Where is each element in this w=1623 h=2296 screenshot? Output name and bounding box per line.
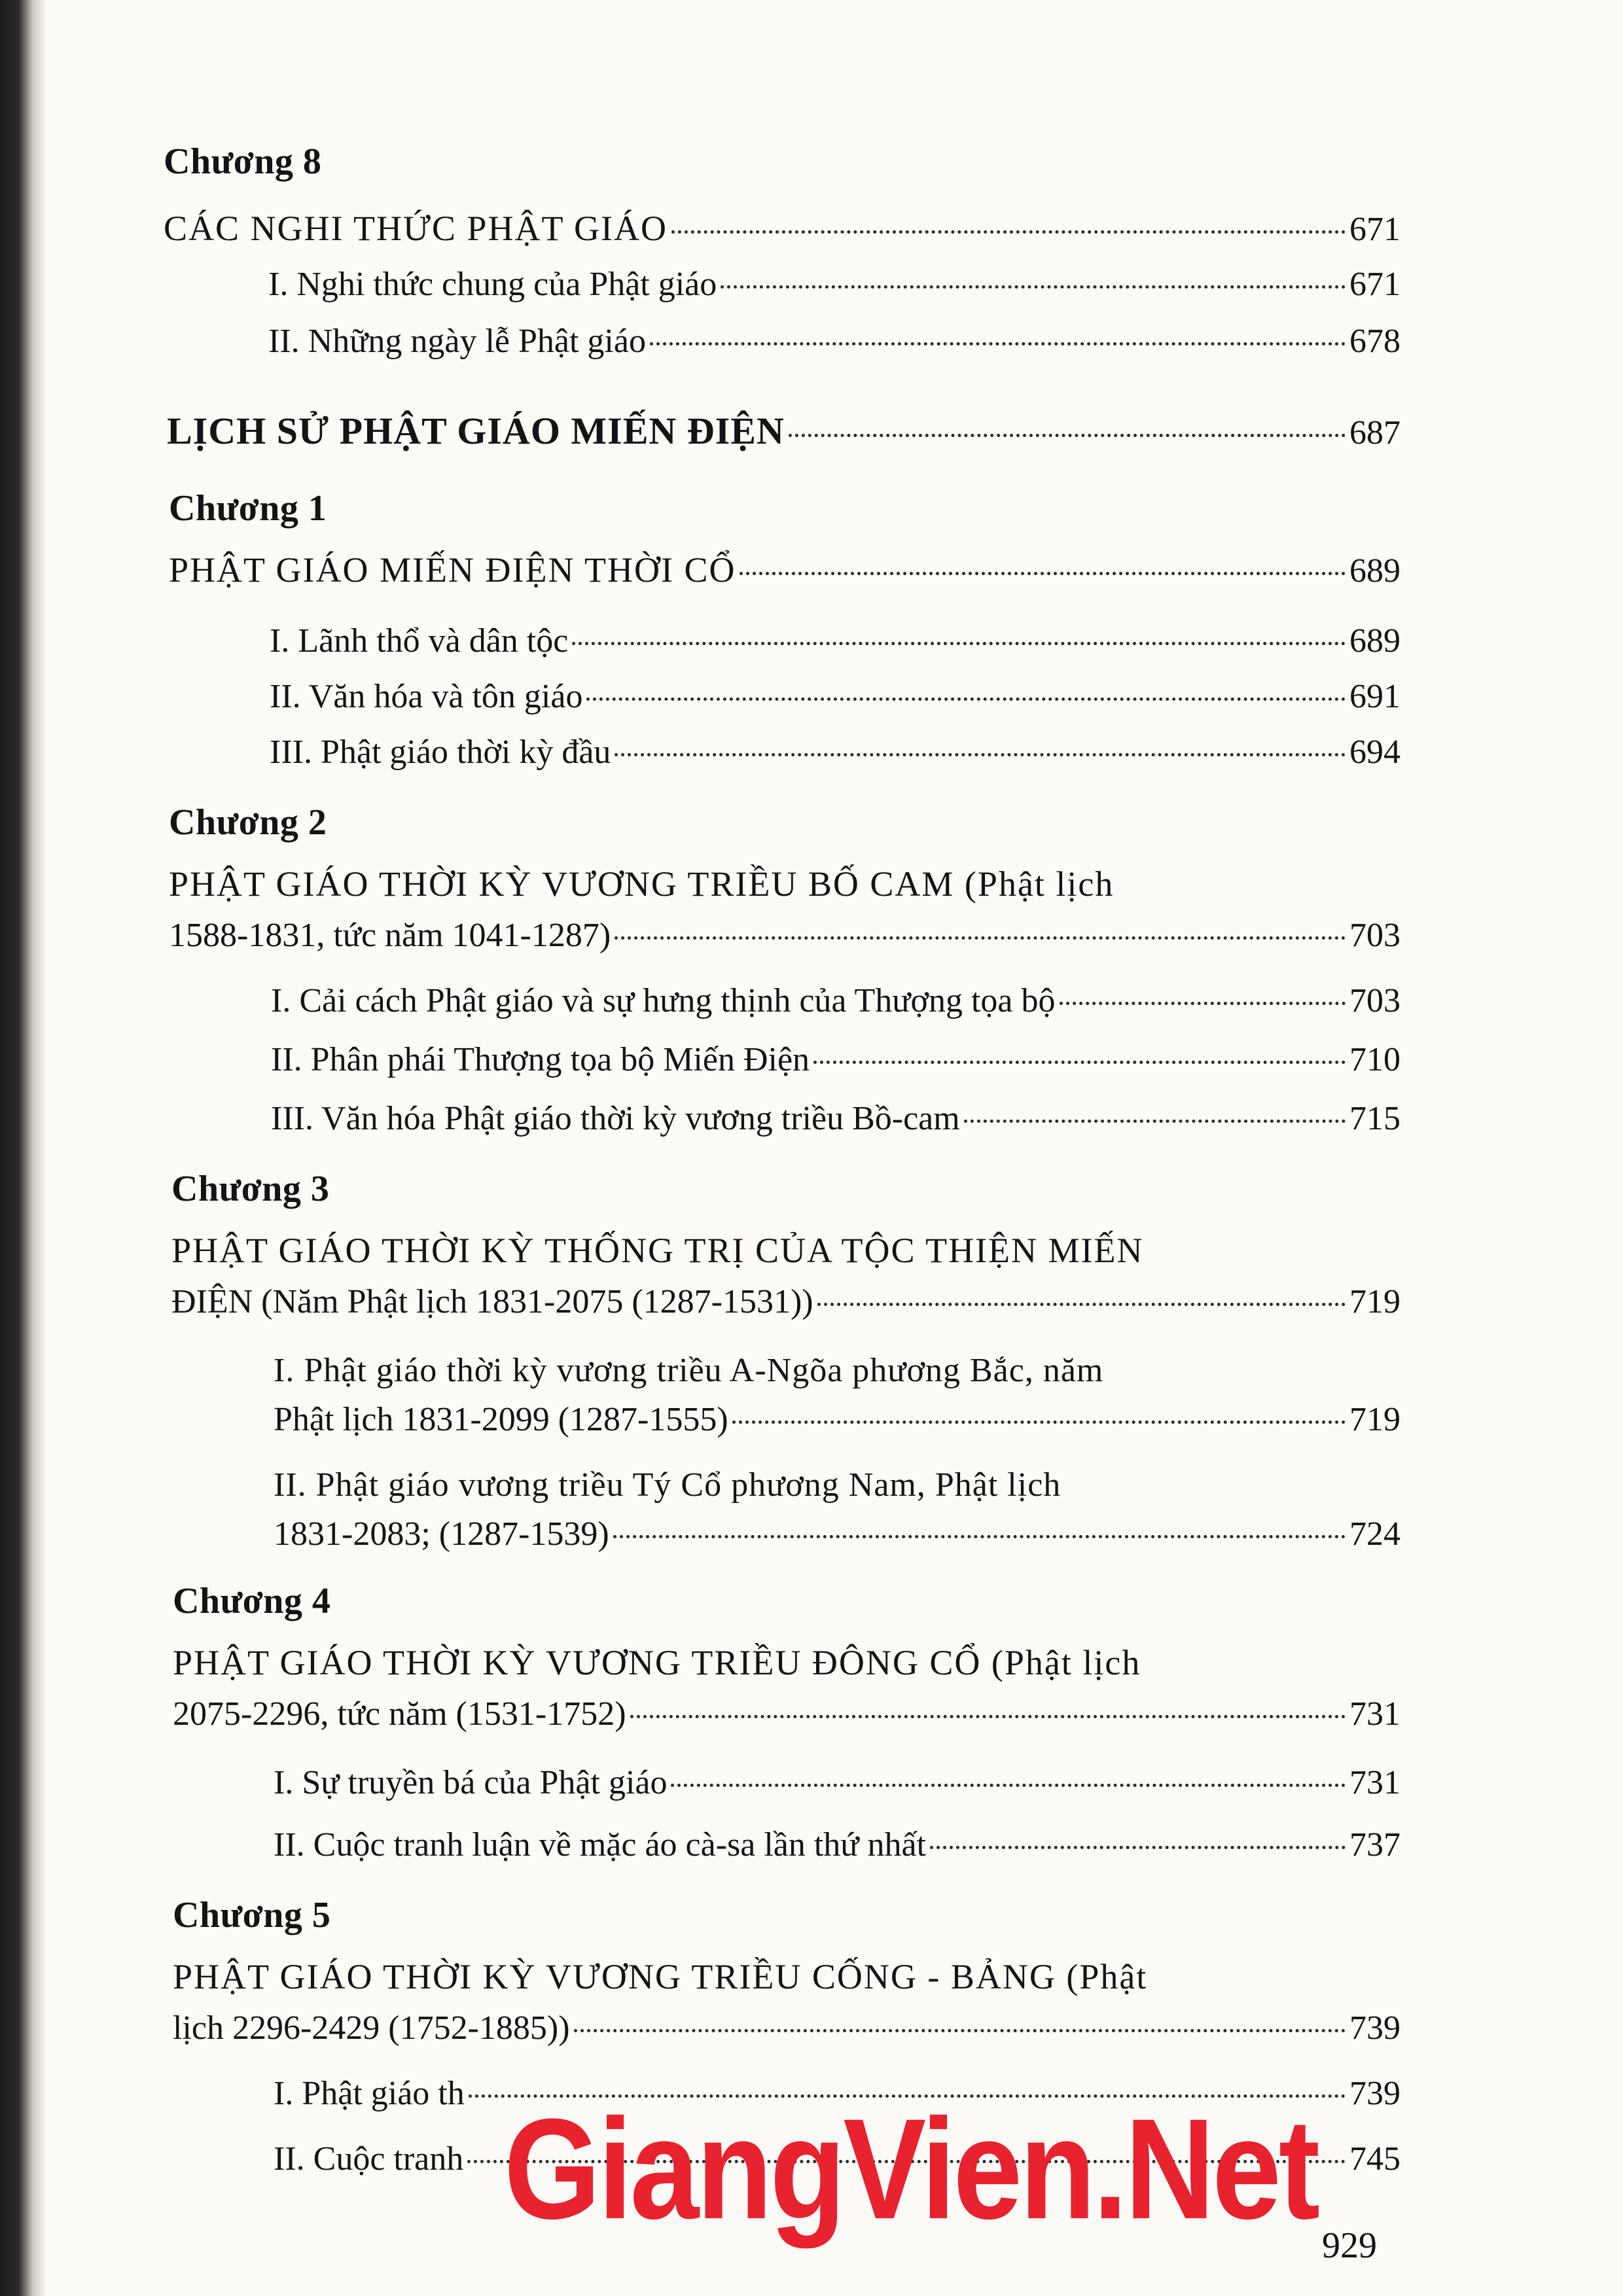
toc-entry xyxy=(270,733,1400,771)
dot-leader xyxy=(671,1784,1346,1787)
part-title: LỊCH SỬ PHẬT GIÁO MIẾN ĐIỆN xyxy=(167,410,785,452)
chapter-5-label: Chương 5 xyxy=(173,1895,331,1935)
entry-page: 689 xyxy=(1349,622,1400,660)
chapter-2-title-line1: PHẬT GIÁO THỜI KỲ VƯƠNG TRIỀU BỐ CAM (Phật lịch xyxy=(169,864,1115,904)
dot-leader xyxy=(817,1303,1346,1306)
entry-page: 739 xyxy=(1349,2075,1400,2112)
entry-page: 737 xyxy=(1349,1826,1400,1863)
toc-entry xyxy=(268,322,1400,361)
toc-entry-line1: I. Phật giáo thời kỳ vương triều A-Ngõa phương Bắc, năm xyxy=(274,1352,1104,1389)
dot-leader xyxy=(721,285,1346,289)
dot-leader xyxy=(630,1715,1346,1718)
chapter-4-title-entry xyxy=(173,1695,1400,1733)
toc-entry xyxy=(274,1763,1400,1802)
entry-text: II. Cuộc tranh luận về mặc áo cà-sa lần thứ nhất xyxy=(274,1826,927,1863)
entry-text: III. Văn hóa Phật giáo thời kỳ vương triều Bồ-cam xyxy=(271,1100,960,1137)
toc-entry-line1: II. Phật giáo vương triều Tý Cổ phương Nam, Phật lịch xyxy=(274,1466,1061,1504)
dot-leader xyxy=(586,698,1346,701)
entry-page: 703 xyxy=(1349,982,1400,1019)
dot-leader xyxy=(671,230,1346,234)
entry-text: 1831-2083; (1287-1539) xyxy=(274,1515,609,1553)
entry-page: 731 xyxy=(1349,1764,1400,1801)
toc-entry xyxy=(270,677,1400,716)
dot-leader xyxy=(732,1421,1346,1424)
chapter-8-label: Chương 8 xyxy=(164,141,322,182)
entry-page: 745 xyxy=(1349,2140,1400,2178)
toc-entry xyxy=(270,622,1400,660)
entry-text: I. Lãnh thổ và dân tộc xyxy=(270,622,569,660)
entry-page: 691 xyxy=(1349,678,1400,715)
chapter-5-page: 739 xyxy=(1349,2009,1400,2047)
chapter-4-title-line1: PHẬT GIÁO THỜI KỲ VƯƠNG TRIỀU ĐÔNG CỔ (Phật lịch xyxy=(173,1643,1141,1682)
entry-text: I. Nghi thức chung của Phật giáo xyxy=(268,266,717,303)
chapter-3-title-line2: ĐIỆN (Năm Phật lịch 1831-2075 (1287-1531)) xyxy=(171,1283,813,1320)
chapter-3-title-line1: PHẬT GIÁO THỜI KỲ THỐNG TRỊ CỦA TỘC THIỆN MIẾN xyxy=(171,1231,1144,1270)
part-page: 687 xyxy=(1349,414,1400,451)
part-title-entry xyxy=(167,409,1400,453)
chapter-3-label: Chương 3 xyxy=(171,1169,330,1209)
entry-text: III. Phật giáo thời kỳ đầu xyxy=(270,733,611,771)
toc-entry xyxy=(271,1040,1400,1079)
entry-text: I. Sự truyền bá của Phật giáo xyxy=(274,1764,668,1801)
entry-text: I. Phật giáo th xyxy=(274,2075,465,2112)
chapter-8-title-entry xyxy=(164,208,1400,249)
dot-leader xyxy=(964,1120,1346,1123)
entry-text: II. Phân phái Thượng tọa bộ Miến Điện xyxy=(271,1041,810,1078)
toc-entry xyxy=(274,1400,1400,1439)
chapter-2-title-line2: 1588-1831, tức năm 1041-1287) xyxy=(169,917,611,954)
dot-leader xyxy=(572,642,1346,645)
entry-page: 710 xyxy=(1349,1041,1400,1078)
chapter-3-page: 719 xyxy=(1349,1283,1400,1320)
dot-leader xyxy=(613,1535,1346,1538)
dot-leader xyxy=(1060,1002,1346,1005)
dot-leader xyxy=(615,753,1346,756)
toc-entry xyxy=(271,981,1400,1020)
dot-leader xyxy=(574,2029,1346,2032)
dot-leader xyxy=(615,936,1346,940)
entry-page: 694 xyxy=(1349,733,1400,771)
chapter-4-label: Chương 4 xyxy=(173,1581,331,1621)
chapter-5-title-entry xyxy=(173,2009,1400,2047)
toc-entry xyxy=(274,1515,1400,1553)
chapter-1-title: PHẬT GIÁO MIẾN ĐIỆN THỜI CỔ xyxy=(169,550,736,590)
watermark: GiangVien.Net xyxy=(504,2089,1318,2250)
chapter-8-page: 671 xyxy=(1349,211,1400,248)
dot-leader xyxy=(813,1061,1346,1064)
page-number: 929 xyxy=(1322,2225,1377,2266)
chapter-5-title-line1: PHẬT GIÁO THỜI KỲ VƯƠNG TRIỀU CỐNG - BẢNG (Phật xyxy=(173,1957,1148,1996)
entry-page: 715 xyxy=(1349,1100,1400,1137)
entry-text: II. Những ngày lễ Phật giáo xyxy=(268,323,646,360)
chapter-1-title-entry xyxy=(169,550,1400,590)
chapter-8-title: CÁC NGHI THỨC PHẬT GIÁO xyxy=(164,209,668,248)
chapter-2-title-entry xyxy=(169,916,1400,955)
toc-entry xyxy=(271,1099,1400,1138)
chapter-1-label: Chương 1 xyxy=(169,488,327,529)
entry-text: Phật lịch 1831-2099 (1287-1555) xyxy=(274,1401,728,1438)
entry-page: 724 xyxy=(1349,1515,1400,1553)
toc-entry xyxy=(268,265,1400,304)
dot-leader xyxy=(740,572,1346,575)
chapter-4-page: 731 xyxy=(1349,1695,1400,1733)
chapter-1-page: 689 xyxy=(1349,552,1400,590)
chapter-5-title-line2: lịch 2296-2429 (1752-1885)) xyxy=(173,2009,570,2047)
entry-text: I. Cải cách Phật giáo và sự hưng thịnh của Thượng tọa bộ xyxy=(271,982,1056,1019)
chapter-2-label: Chương 2 xyxy=(169,802,327,843)
entry-text: II. Cuộc tranh xyxy=(274,2140,464,2178)
entry-page: 678 xyxy=(1349,323,1400,360)
dot-leader xyxy=(930,1846,1346,1849)
dot-leader xyxy=(789,434,1346,437)
toc-entry xyxy=(274,1826,1400,1864)
chapter-3-title-entry xyxy=(171,1282,1400,1321)
chapter-2-page: 703 xyxy=(1349,917,1400,954)
chapter-4-title-line2: 2075-2296, tức năm (1531-1752) xyxy=(173,1695,626,1733)
entry-text: II. Văn hóa và tôn giáo xyxy=(270,678,583,715)
entry-page: 671 xyxy=(1349,266,1400,303)
dot-leader xyxy=(650,342,1346,345)
entry-page: 719 xyxy=(1349,1401,1400,1438)
